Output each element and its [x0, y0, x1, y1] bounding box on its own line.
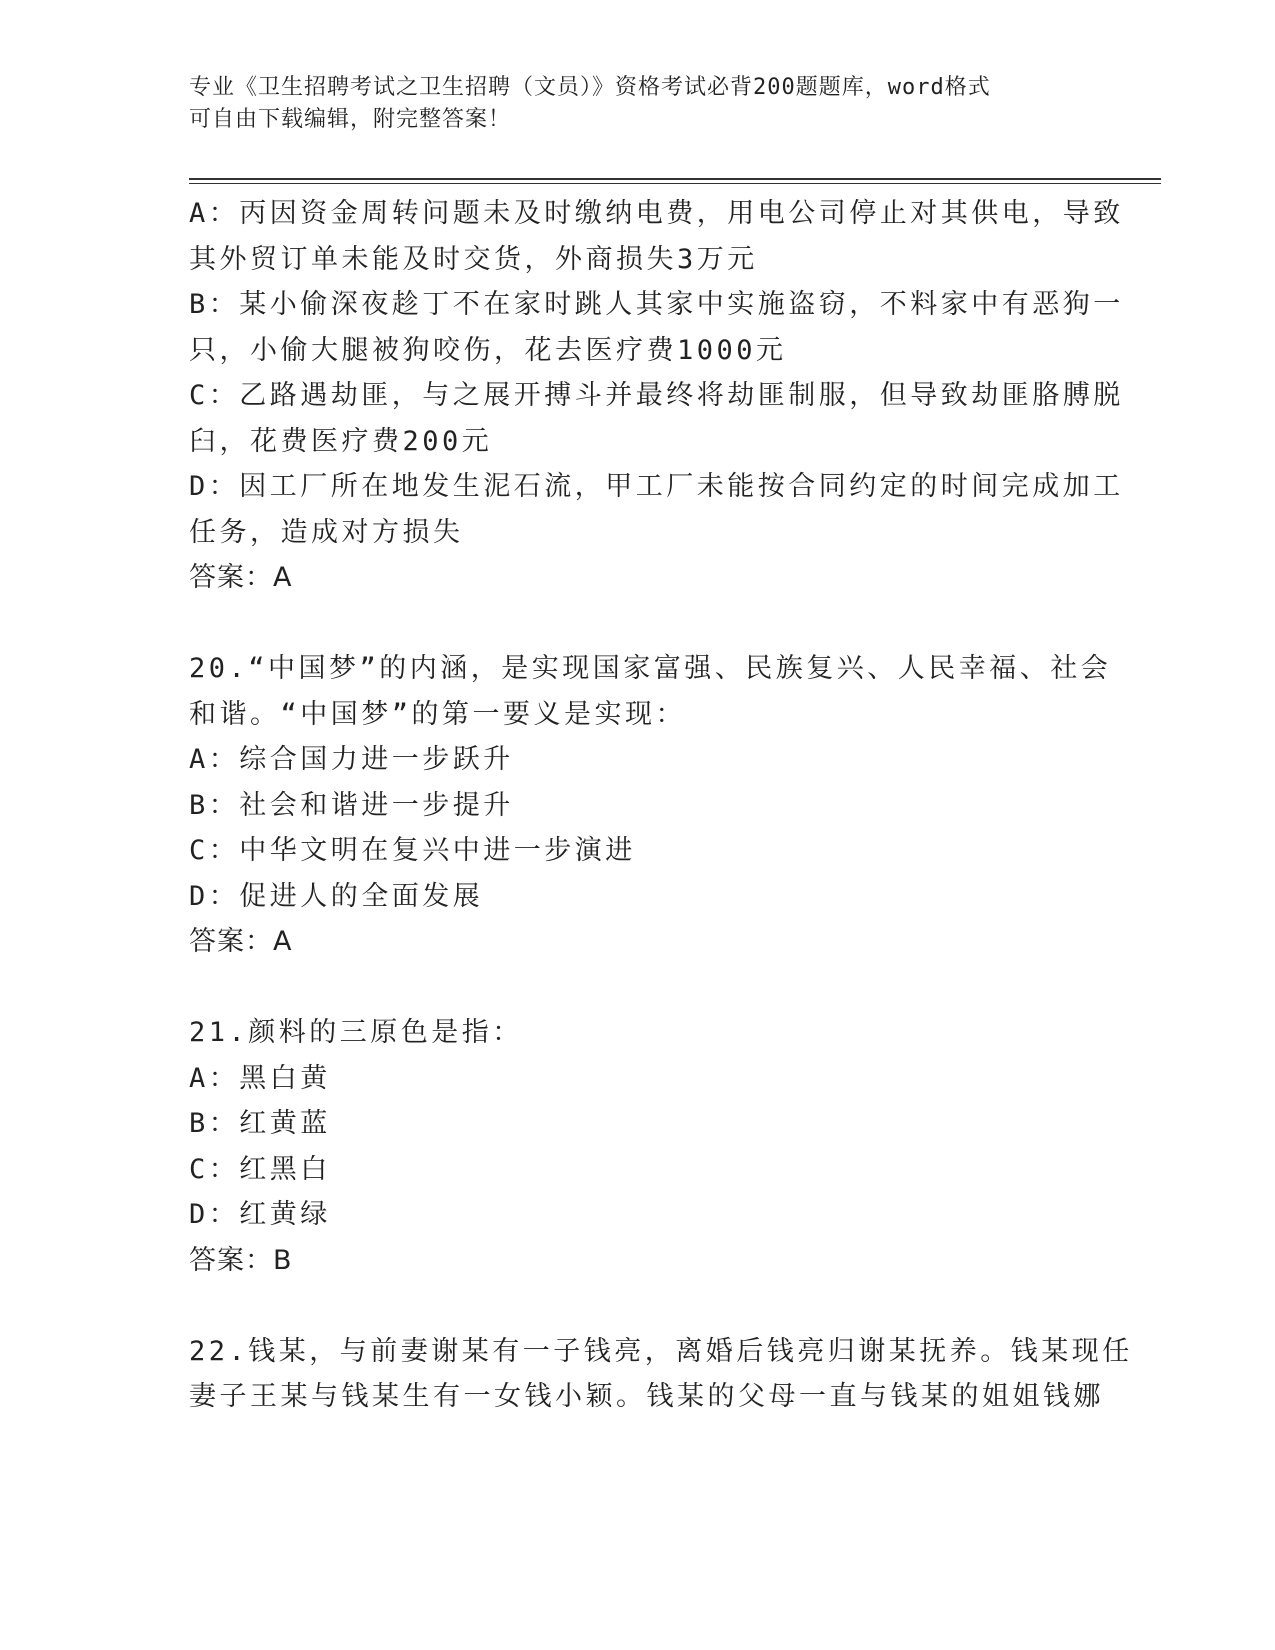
question-stem-line-1: 22.钱某，与前妻谢某有一子钱亮，离婚后钱亮归谢某抚养。钱某现任 [189, 1335, 1133, 1367]
option-a-line-2: 其外贸订单未能及时交货，外商损失3万元 [189, 243, 758, 275]
option-b: B：红黄蓝 [189, 1108, 331, 1139]
option-d: D：红黄绿 [189, 1199, 331, 1230]
option-b: B：社会和谐进一步提升 [189, 789, 514, 821]
option-a: A：黑白黄 [189, 1062, 331, 1094]
header-divider-thin [189, 183, 1161, 184]
question-22 [189, 1329, 1133, 1420]
option-d-line-2: 任务，造成对方损失 [189, 516, 464, 548]
option-b-line-2: 只，小偷大腿被狗咬伤，花去医疗费1000元 [189, 334, 787, 366]
option-b-line-1: B：某小偷深夜趁丁不在家时跳人其家中实施盗窃，不料家中有恶狗一 [189, 289, 1124, 320]
header-line-2: 可自由下载编辑，附完整答案！ [189, 107, 512, 132]
spacer [189, 601, 1089, 647]
question-20 [189, 646, 1112, 965]
document-header [189, 72, 1089, 136]
spacer [189, 1283, 1089, 1329]
answer-text: 答案：A [189, 926, 293, 957]
option-a-line-1: A：丙因资金周转问题未及时缴纳电费，用电公司停止对其供电，导致 [189, 198, 1124, 229]
option-a: A：综合国力进一步跃升 [189, 744, 514, 775]
question-list [189, 191, 1133, 1420]
option-c: C：中华文明在复兴中进一步演进 [189, 835, 636, 866]
option-d-line-1: D：因工厂所在地发生泥石流，甲工厂未能按合同约定的时间完成加工 [189, 471, 1124, 502]
option-c-line-1: C：乙路遇劫匪，与之展开搏斗并最终将劫匪制服，但导致劫匪胳膊脱 [189, 380, 1124, 411]
header-divider-thick [189, 178, 1161, 180]
question-stem-line-2: 和谐。“中国梦”的第一要义是实现： [189, 698, 687, 730]
option-d: D：促进人的全面发展 [189, 880, 484, 912]
option-c: C：红黑白 [189, 1153, 331, 1185]
answer-text: 答案：A [189, 562, 293, 593]
option-c-line-2: 臼，花费医疗费200元 [189, 425, 493, 457]
question-21 [189, 1010, 1089, 1283]
question-stem: 21.颜料的三原色是指： [189, 1017, 523, 1048]
question-19-options [189, 191, 1124, 601]
spacer [189, 965, 1089, 1011]
header-line-1: 专业《卫生招聘考试之卫生招聘（文员）》资格考试必背200题题库，word格式 [189, 75, 991, 100]
question-stem-line-2: 妻子王某与钱某生有一女钱小颖。钱某的父母一直与钱某的姐姐钱娜 [189, 1381, 1104, 1412]
question-stem-line-1: 20.“中国梦”的内涵，是实现国家富强、民族复兴、人民幸福、社会 [189, 653, 1112, 684]
answer-text: 答案：B [189, 1244, 293, 1276]
